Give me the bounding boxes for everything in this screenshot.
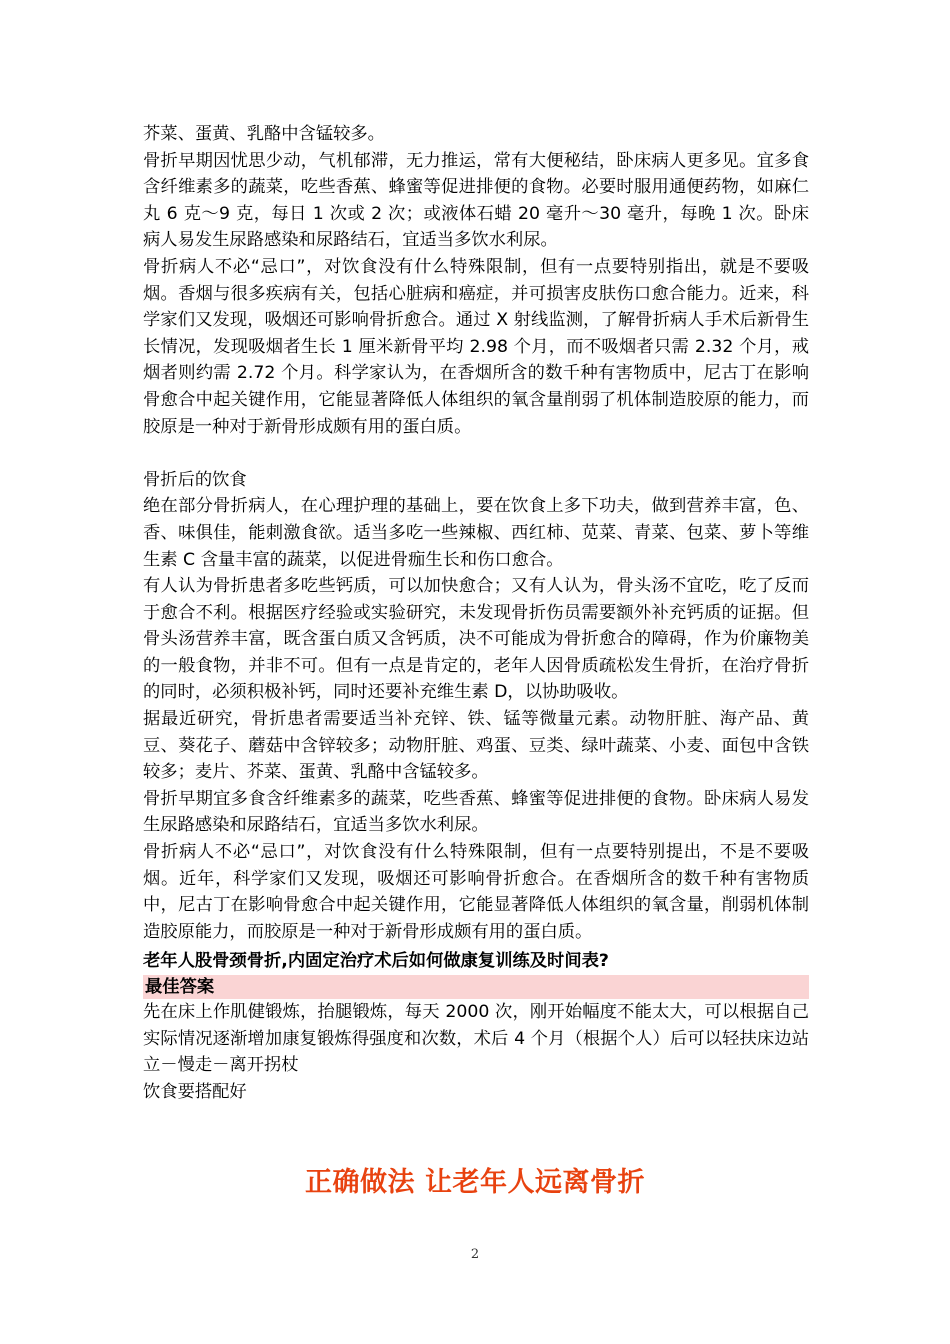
paragraph: 骨折病人不必“忌口”，对饮食没有什么特殊限制，但有一点要特别指出，就是不要吸烟。香烟与很多疾病有关，包括心脏病和癌症，并可损害皮肤伤口愈合能力。近来，科学家们又发现，吸烟还可影响骨折愈合。通过 X 射线监测，了解骨折病人手术后新骨生长情况，发现吸烟者生长 1 厘米新骨平均 2.98 个月，而不吸烟者只需 2.32 个月，戒烟者则约需 2.72 个月。科学家认为，在香烟所含的数千种有害物质中，尼古丁在影响骨愈合中起关键作用，它能显著降低人体组织的氧含量削弱了机体制造胶原的能力，而胶原是一种对于新骨形成颇有用的蛋白质。: [143, 256, 809, 437]
paragraph: 芥菜、蛋黄、乳酪中含锰较多。: [143, 124, 385, 144]
answer-paragraph: 饮食要搭配好: [143, 1081, 247, 1102]
page-body: [143, 121, 809, 1105]
paragraph: 绝在部分骨折病人，在心理护理的基础上，要在饮食上多下功夫，做到营养丰富，色、香、味俱佳，能刺激食欲。适当多吃一些辣椒、西红柿、苋菜、青菜、包菜、萝卜等维生素 C 含量丰富的蔬菜，以促进骨痂生长和伤口愈合。: [143, 496, 809, 570]
promo-title: 正确做法 让老年人远离骨折: [305, 1167, 645, 1198]
best-answer-label: 最佳答案: [143, 975, 809, 999]
section-heading: 骨折后的饮食: [143, 469, 247, 490]
paragraph: 骨折早期因忧思少动，气机郁滞，无力推运，常有大便秘结，卧床病人更多见。宜多食含纤维素多的蔬菜，吃些香蕉、蜂蜜等促进排便的食物。必要时服用通便药物，如麻仁丸 6 克～9 克，每日 1 次或 2 次；或液体石蜡 20 毫升～30 毫升，每晚 1 次。卧床病人易发生尿路感染和尿路结石，宜适当多饮水利尿。: [143, 150, 809, 251]
answer-paragraph: 先在床上作肌健锻炼，抬腿锻炼，每天 2000 次，刚开始幅度不能太大，可以根据自己实际情况逐渐增加康复锻炼得强度和次数，术后 4 个月（根据个人）后可以轻扶床边站立－慢走－离开拐杖: [143, 1002, 809, 1076]
paragraph: 骨折病人不必“忌口”，对饮食没有什么特殊限制，但有一点要特别提出，不是不要吸烟。近年，科学家们又发现，吸烟还可影响骨折愈合。在香烟所含的数千种有害物质中，尼古丁在影响骨愈合中起关键作用，它能显著降低人体组织的氧含量，削弱机体制造胶原能力，而胶原是一种对于新骨形成颇有用的蛋白质。: [143, 842, 809, 942]
paragraph: 骨折早期宜多食含纤维素多的蔬菜，吃些香蕉、蜂蜜等促进排便的食物。卧床病人易发生尿路感染和尿路结石，宜适当多饮水利尿。: [143, 788, 809, 836]
paragraph: 据最近研究，骨折患者需要适当补充锌、铁、锰等微量元素。动物肝脏、海产品、黄豆、葵花子、蘑菇中含锌较多；动物肝脏、鸡蛋、豆类、绿叶蔬菜、小麦、面包中含铁较多；麦片、芥菜、蛋黄、乳酪中含锰较多。: [143, 709, 809, 783]
page-number: 2: [470, 1247, 480, 1262]
question-title: 老年人股骨颈骨折,内固定治疗术后如何做康复训练及时间表?: [143, 951, 609, 972]
paragraph: 有人认为骨折患者多吃些钙质，可以加快愈合；又有人认为，骨头汤不宜吃，吃了反而于愈合不利。根据医疗经验或实验研究，未发现骨折伤员需要额外补充钙质的证据。但骨头汤营养丰富，既含蛋白质又含钙质，决不可能成为骨折愈合的障碍，作为价廉物美的一般食物，并非不可。但有一点是肯定的，老年人因骨质疏松发生骨折，在治疗骨折的同时，必须积极补钙，同时还要补充维生素 D，以协助吸收。: [143, 576, 809, 703]
blank-line: [143, 440, 809, 467]
